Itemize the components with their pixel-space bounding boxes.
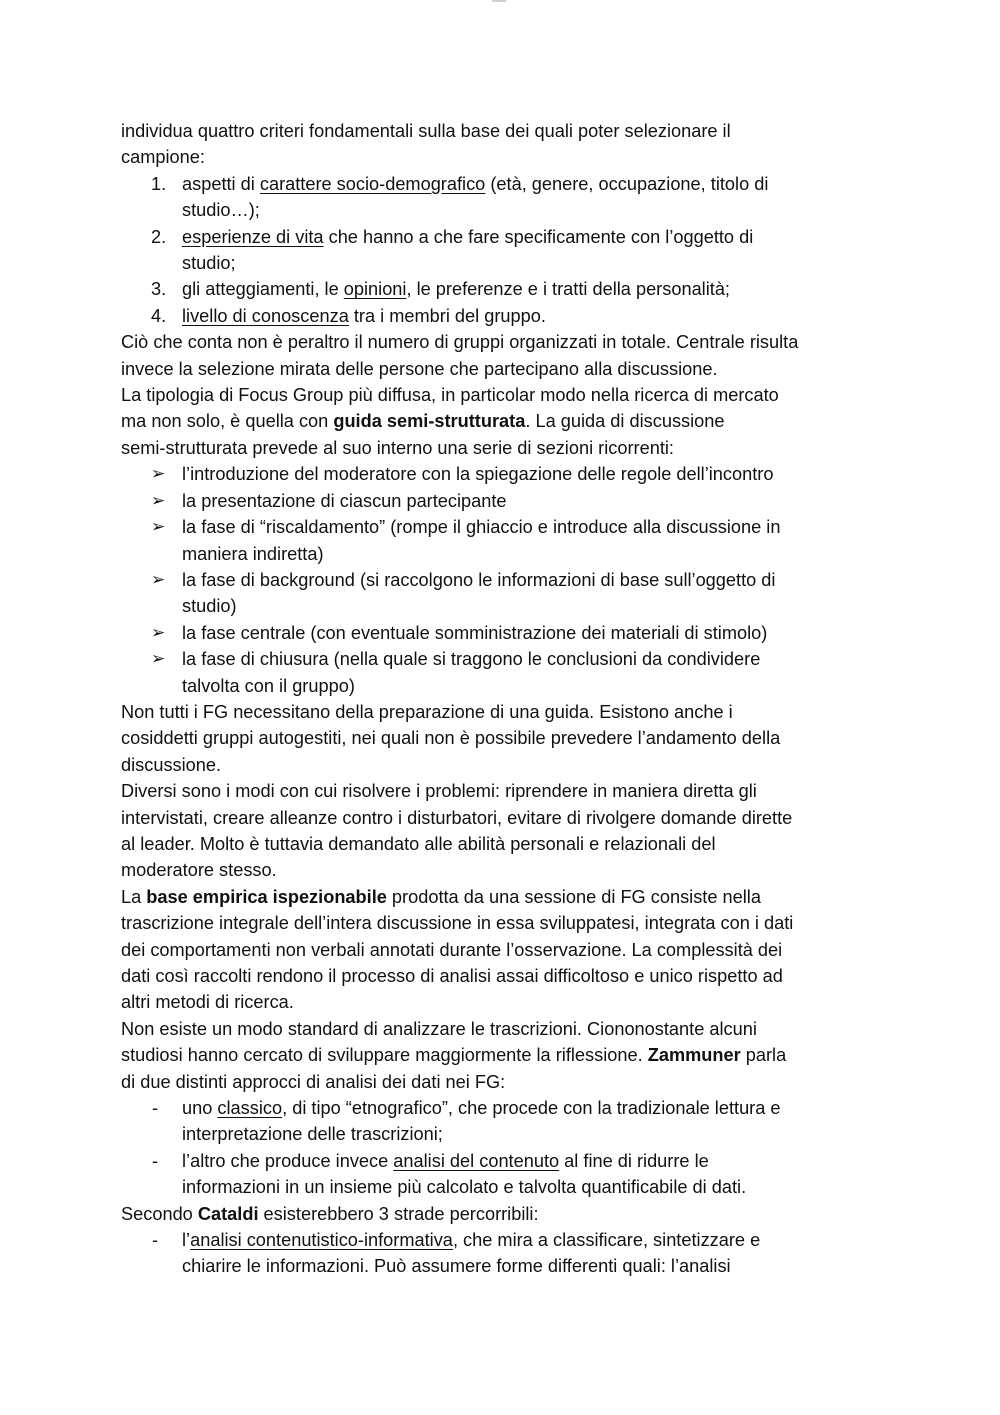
text-span: , che mira a classificare, sintetizzare e [452, 1230, 761, 1251]
text-span: interpretazione delle trascrizioni; [182, 1124, 443, 1145]
numbered-list-item [121, 171, 881, 197]
text-span: , di tipo “etnografico”, che procede con la tradizionale lettura e [282, 1098, 781, 1119]
text-line: moderatore stesso. [121, 860, 277, 881]
text-line: trascrizione integrale dell’intera discussione in essa sviluppatesi, integrata con i dati [121, 913, 794, 934]
list-number: 2. [151, 226, 167, 247]
text-line: Non tutti i FG necessitano della preparazione di una guida. Esistono anche i [121, 701, 733, 722]
text-line: Ciò che conta non è peraltro il numero di gruppi organizzati in totale. Centrale risulta [121, 332, 799, 353]
text-line: Non esiste un modo standard di analizzare le trascrizioni. Ciononostante alcuni [121, 1018, 757, 1039]
text-span: studio…); [182, 200, 260, 221]
text-span: maniera indiretta) [182, 543, 324, 564]
dash-list-item [121, 1227, 881, 1253]
text-span: l’introduzione del moderatore con la spiegazione delle regole dell’incontro [182, 464, 774, 485]
text-span: La [121, 886, 147, 907]
list-number: 1. [151, 173, 167, 194]
text-line: individua quattro criteri fondamentali sulla base dei quali poter selezionare il [121, 121, 731, 141]
arrow-bullet-icon: ➢ [151, 490, 166, 511]
document-page [121, 118, 881, 1280]
text-line: campione: [121, 147, 205, 168]
text-line: semi-strutturata prevede al suo interno una serie di sezioni ricorrenti: [121, 437, 674, 458]
numbered-list-item [121, 276, 881, 302]
list-continuation [121, 1121, 881, 1147]
text-span: talvolta con il gruppo) [182, 675, 355, 696]
arrow-bullet-icon: ➢ [151, 517, 166, 538]
dash-list-item [121, 1148, 881, 1174]
bold-term: guida semi-strutturata [333, 411, 526, 432]
numbered-list-item [121, 303, 881, 329]
arrow-list-item [121, 567, 881, 593]
list-continuation [121, 1174, 881, 1200]
text-span: (età, genere, occupazione, titolo di [485, 173, 769, 194]
text-span: che hanno a che fare specificamente con l’oggetto di [323, 226, 754, 247]
text-span: . La guida di discussione [525, 411, 725, 432]
numbered-list-item [121, 224, 881, 250]
underlined-term: classico [217, 1098, 283, 1119]
text-span: l’ [182, 1230, 191, 1251]
underlined-term: opinioni [343, 279, 407, 300]
list-number: 4. [151, 305, 167, 326]
text-span: la presentazione di ciascun partecipante [182, 490, 507, 511]
bold-term: Zammuner [647, 1045, 741, 1066]
text-line: dati così raccolti rendono il processo di analisi assai difficoltoso e unico rispetto ad [121, 966, 783, 986]
arrow-bullet-icon: ➢ [151, 464, 166, 485]
list-continuation [121, 541, 881, 567]
text-span: esisterebbero 3 strade percorribili: [258, 1203, 539, 1224]
underlined-term: carattere socio-demografico [259, 173, 486, 194]
text-span: la fase di background (si raccolgono le informazioni di base sull’oggetto di [182, 569, 776, 590]
text-line [121, 408, 881, 434]
text-span: la fase di chiusura (nella quale si traggono le conclusioni da condividere [182, 649, 761, 670]
arrow-bullet-icon: ➢ [151, 569, 166, 590]
dash-bullet: - [152, 1098, 159, 1119]
list-continuation [121, 673, 881, 699]
text-span: chiarire le informazioni. Può assumere forme differenti quali: l’analisi [182, 1256, 731, 1277]
text-line: intervistati, creare alleanze contro i disturbatori, evitare di rivolgere domande dirette [121, 807, 793, 828]
text-span: uno [182, 1098, 218, 1119]
text-span: , le preferenze e i tratti della personalità; [406, 279, 730, 300]
list-continuation [121, 593, 881, 619]
list-number: 3. [151, 279, 167, 300]
arrow-list-item [121, 646, 881, 672]
arrow-list-item [121, 461, 881, 487]
text-span: studio) [182, 596, 237, 617]
text-line: di due distinti approcci di analisi dei dati nei FG: [121, 1071, 506, 1092]
list-continuation [121, 1253, 881, 1279]
bold-term: base empirica ispezionabile [146, 886, 387, 907]
dash-bullet: - [152, 1150, 159, 1171]
arrow-list-item [121, 514, 881, 540]
text-span: informazioni in un insieme più calcolato e talvolta quantificabile di dati. [182, 1177, 747, 1198]
text-span: Secondo [121, 1203, 198, 1224]
underlined-term: livello di conoscenza [182, 305, 349, 326]
text-span: studiosi hanno cercato di sviluppare maggiormente la riflessione. [121, 1045, 648, 1066]
text-line: La tipologia di Focus Group più diffusa, in particolar modo nella ricerca di mercato [121, 385, 779, 406]
list-continuation [121, 250, 881, 276]
text-span: aspetti di [182, 173, 260, 194]
text-span: parla [740, 1045, 787, 1066]
text-line: dei comportamenti non verbali annotati durante l’osservazione. La complessità dei [121, 939, 783, 960]
arrow-bullet-icon: ➢ [151, 649, 166, 670]
text-span: l’altro che produce invece [182, 1150, 394, 1171]
text-line: altri metodi di ricerca. [121, 992, 294, 1013]
text-span: al fine di ridurre le [559, 1150, 709, 1171]
text-span: tra i membri del gruppo. [348, 305, 546, 326]
underlined-term: esperienze di vita [182, 226, 324, 247]
dash-bullet: - [152, 1230, 159, 1251]
text-line: al leader. Molto è tuttavia demandato alle abilità personali e relazionali del [121, 833, 716, 854]
underlined-term: analisi del contenuto [393, 1150, 560, 1171]
text-span: studio; [182, 253, 236, 274]
text-span: la fase di “riscaldamento” (rompe il ghiaccio e introduce alla discussione in [182, 517, 781, 538]
arrow-list-item [121, 488, 881, 514]
text-line: discussione. [121, 754, 222, 775]
list-continuation [121, 197, 881, 223]
arrow-bullet-icon: ➢ [151, 622, 166, 643]
text-span: gli atteggiamenti, le [182, 279, 344, 300]
bold-term: Cataldi [197, 1203, 259, 1224]
arrow-list-item [121, 620, 881, 646]
text-line: cosiddetti gruppi autogestiti, nei quali non è possibile prevedere l’andamento della [121, 728, 781, 749]
text-span: la fase centrale (con eventuale somministrazione dei materiali di stimolo) [182, 622, 768, 643]
underlined-term: analisi contenutistico-informativa [190, 1230, 453, 1251]
dash-list-item [121, 1095, 881, 1121]
header-mark [492, 0, 506, 2]
text-span: ma non solo, è quella con [121, 411, 334, 432]
text-line [121, 1042, 881, 1068]
text-line: invece la selezione mirata delle persone che partecipano alla discussione. [121, 358, 718, 379]
text-line [121, 1201, 881, 1227]
text-line [121, 884, 881, 910]
text-line: Diversi sono i modi con cui risolvere i problemi: riprendere in maniera diretta gli [121, 781, 757, 802]
text-span: prodotta da una sessione di FG consiste nella [386, 886, 761, 907]
